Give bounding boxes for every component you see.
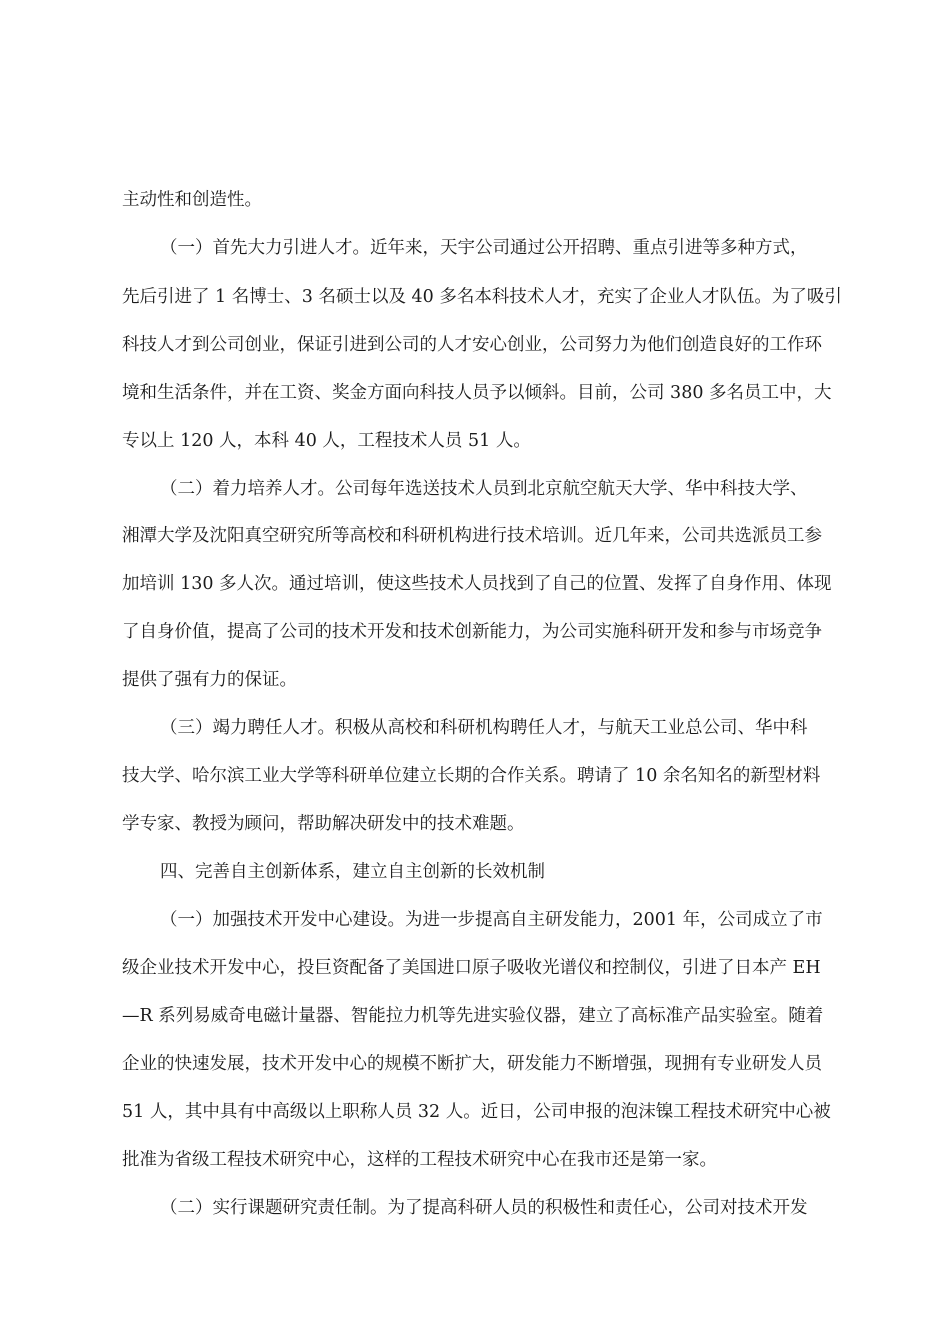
text-line-3: 先后引进了 1 名博士、3 名硕士以及 40 多名本科技术人才，充实了企业人才队伍。为了吸引 — [122, 287, 842, 307]
text-line-22: （二）实行课题研究责任制。为了提高科研人员的积极性和责任心，公司对技术开发 — [160, 1198, 808, 1218]
text-line-17: 级企业技术开发中心，投巨资配备了美国进口原子吸收光谱仪和控制仪，引进了日本产 EH — [122, 958, 821, 978]
text-line-13: 技大学、哈尔滨工业大学等科研单位建立长期的合作关系。聘请了 10 余名知名的新型材料 — [122, 766, 821, 786]
section-heading: 四、完善自主创新体系，建立自主创新的长效机制 — [160, 862, 545, 882]
text-line-2: （一）首先大力引进人才。近年来，天宇公司通过公开招聘、重点引进等多种方式， — [160, 238, 808, 258]
text-line-19: 企业的快速发展，技术开发中心的规模不断扩大，研发能力不断增强，现拥有专业研发人员 — [122, 1054, 822, 1074]
text-line-5: 境和生活条件，并在工资、奖金方面向科技人员予以倾斜。目前，公司 380 多名员工中，大 — [122, 383, 832, 403]
text-line-9: 加培训 130 多人次。通过培训，使这些技术人员找到了自己的位置、发挥了自身作用、体现 — [122, 574, 832, 594]
text-line-20: 51 人，其中具有中高级以上职称人员 32 人。近日，公司申报的泡沫镍工程技术研究中心被 — [122, 1102, 831, 1122]
text-line-7: （二）着力培养人才。公司每年选送技术人员到北京航空航天大学、华中科技大学、 — [160, 479, 808, 499]
text-line-14: 学专家、教授为顾问，帮助解决研发中的技术难题。 — [122, 814, 525, 834]
text-line-16: （一）加强技术开发中心建设。为进一步提高自主研发能力，2001 年，公司成立了市 — [160, 910, 823, 930]
text-line-21: 批准为省级工程技术研究中心，这样的工程技术研究中心在我市还是第一家。 — [122, 1150, 717, 1170]
text-line-1: 主动性和创造性。 — [122, 190, 262, 210]
text-line-8: 湘潭大学及沈阳真空研究所等高校和科研机构进行技术培训。近几年来，公司共选派员工参 — [122, 526, 822, 546]
text-line-12: （三）竭力聘任人才。积极从高校和科研机构聘任人才，与航天工业总公司、华中科 — [160, 718, 808, 738]
text-line-10: 了自身价值，提高了公司的技术开发和技术创新能力，为公司实施科研开发和参与市场竞争 — [122, 622, 822, 642]
text-line-18: —R 系列易威奇电磁计量器、智能拉力机等先进实验仪器，建立了高标准产品实验室。随着 — [122, 1006, 824, 1026]
text-line-4: 科技人才到公司创业，保证引进到公司的人才安心创业，公司努力为他们创造良好的工作环 — [122, 335, 822, 355]
text-line-11: 提供了强有力的保证。 — [122, 670, 297, 690]
text-line-6: 专以上 120 人，本科 40 人，工程技术人员 51 人。 — [122, 431, 531, 451]
